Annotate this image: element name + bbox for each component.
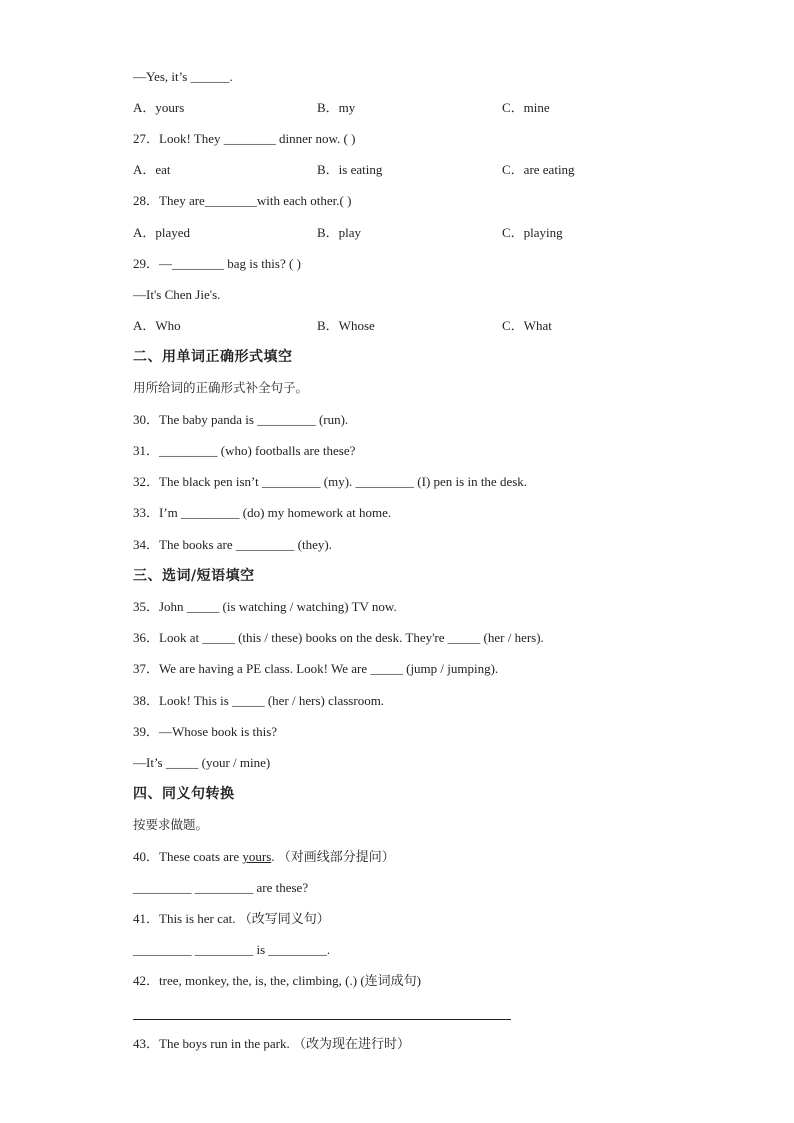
question-41: 41．This is her cat. （改写同义句） — [133, 911, 330, 926]
question-30: 30．The baby panda is _________ (run). — [133, 412, 349, 427]
question-41-answer: _________ _________ is _________. — [133, 942, 331, 957]
q27-option-b: B．is eating — [317, 162, 383, 177]
question-40-underlined-word: yours — [242, 849, 272, 864]
question-37: 37．We are having a PE class. Look! We are _____ (jump / jumping). — [133, 661, 499, 676]
question-32: 32．The black pen isn’t _________ (my). _________ (I) pen is in the desk. — [133, 474, 528, 489]
q26-option-a: A．yours — [133, 100, 185, 115]
q29-stem: 29．—________ bag is this? ( ) — [133, 256, 301, 271]
section-4-instruction: 按要求做题。 — [133, 817, 209, 832]
q28-option-b: B．play — [317, 225, 362, 240]
question-38: 38．Look! This is _____ (her / hers) classroom. — [133, 693, 385, 708]
q26-option-b: B．my — [317, 100, 356, 115]
q29-option-a: A．Who — [133, 318, 181, 333]
q27-stem: 27．Look! They ________ dinner now. ( ) — [133, 131, 356, 146]
q27-option-c: C．are eating — [502, 162, 575, 177]
q27-option-a: A．eat — [133, 162, 171, 177]
q26-answer-line: —Yes, it’s ______. — [133, 69, 233, 84]
question-36: 36．Look at _____ (this / these) books on the desk. They're _____ (her / hers). — [133, 630, 544, 645]
question-35: 35．John _____ (is watching / watching) TV now. — [133, 599, 397, 614]
section-4-heading: 四、同义句转换 — [133, 786, 235, 802]
question-39: 39．—Whose book is this? — [133, 724, 278, 739]
question-40-prefix: 40．These coats are — [133, 849, 243, 864]
question-33: 33．I’m _________ (do) my homework at home. — [133, 505, 392, 520]
question-40 — [133, 849, 395, 865]
q29-answer-line: —It's Chen Jie's. — [133, 287, 221, 302]
question-40-answer: _________ _________ are these? — [133, 880, 309, 895]
question-42-answer-rule — [133, 1019, 511, 1020]
q28-option-a: A．played — [133, 225, 191, 240]
q26-option-c: C．mine — [502, 100, 550, 115]
section-3-heading: 三、选词/短语填空 — [133, 568, 255, 584]
question-42: 42．tree, monkey, the, is, the, climbing, (.) (连词成句) — [133, 973, 421, 988]
q28-stem: 28．They are________with each other.( ) — [133, 193, 352, 208]
q28-option-c: C．playing — [502, 225, 563, 240]
question-40-suffix: . （对画线部分提问） — [271, 849, 395, 864]
section-2-heading: 二、用单词正确形式填空 — [133, 349, 293, 365]
question-34: 34．The books are _________ (they). — [133, 537, 332, 552]
section-2-instruction: 用所给词的正确形式补全句子。 — [133, 380, 309, 395]
question-39-answer: —It’s _____ (your / mine) — [133, 755, 271, 770]
q29-option-c: C．What — [502, 318, 552, 333]
q29-option-b: B．Whose — [317, 318, 375, 333]
question-43: 43．The boys run in the park. （改为现在进行时） — [133, 1036, 410, 1051]
question-31: 31．_________ (who) footballs are these? — [133, 443, 356, 458]
